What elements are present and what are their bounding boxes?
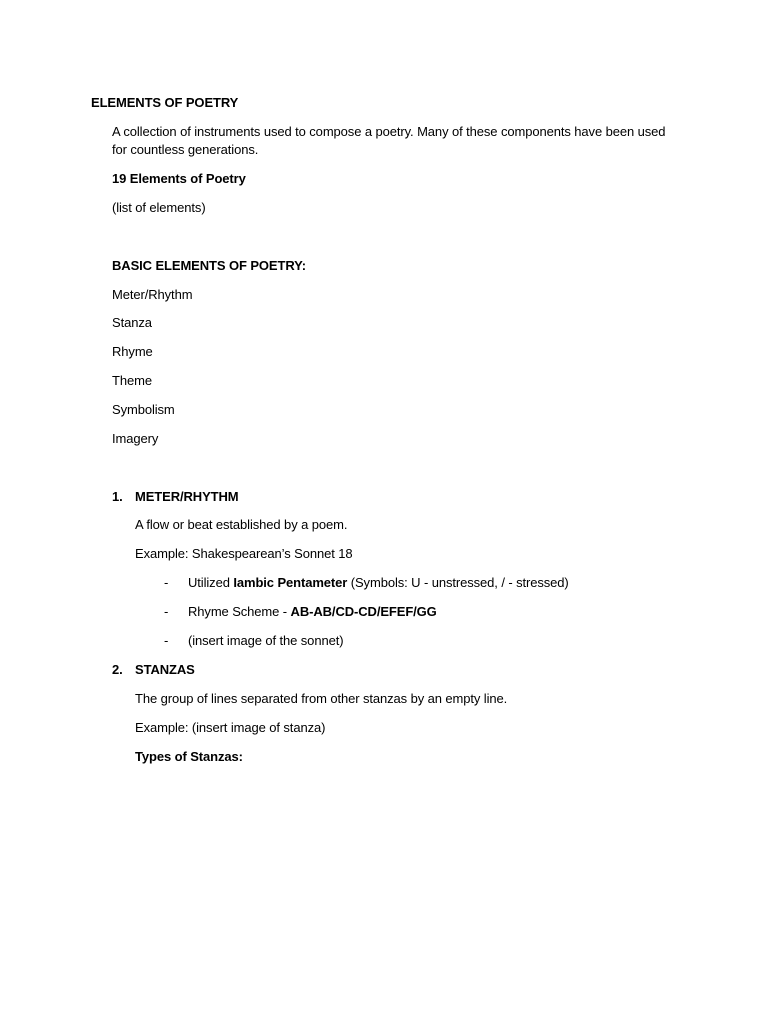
bullet-marker: - [164,604,169,619]
section-example: Example: Shakespearean’s Sonnet 18 [135,546,353,561]
section-heading-meter: METER/RHYTHM [135,489,239,504]
elements-count-heading: 19 Elements of Poetry [112,171,246,186]
bullet-item [188,632,343,650]
section-definition: The group of lines separated from other stanzas by an empty line. [135,691,508,706]
section-definition: A flow or beat established by a poem. [135,517,348,532]
document-title: ELEMENTS OF POETRY [91,95,239,110]
bullet-marker: - [164,633,169,648]
bullet-text: Rhyme Scheme - [188,604,291,619]
basic-element-item: Theme [112,373,152,388]
bullet-text: (Symbols: U - unstressed, / - stressed) [347,575,569,590]
intro-paragraph-line-2: for countless generations. [112,142,259,157]
basic-element-item: Stanza [112,315,152,330]
basic-element-item: Imagery [112,431,159,446]
basic-element-item: Meter/Rhythm [112,287,193,302]
section-subheading: Types of Stanzas: [135,749,243,764]
basic-element-item: Rhyme [112,344,153,359]
bullet-text: (insert image of the sonnet) [188,633,344,648]
basic-elements-heading: BASIC ELEMENTS OF POETRY: [112,258,306,273]
bullet-marker: - [164,575,169,590]
basic-element-item: Symbolism [112,402,175,417]
section-heading-stanzas: STANZAS [135,662,195,677]
section-number: 2. [112,662,123,677]
bullet-bold-text: Iambic Pentameter [233,575,348,590]
intro-paragraph-line-1: A collection of instruments used to compose a poetry. Many of these components have been used [112,124,666,139]
section-example: Example: (insert image of stanza) [135,720,326,735]
bullet-item [188,574,569,592]
section-number: 1. [112,489,123,504]
list-placeholder: (list of elements) [112,200,206,215]
bullet-bold-text: AB-AB/CD-CD/EFEF/GG [290,604,437,619]
bullet-text: Utilized [188,575,234,590]
bullet-item [188,603,437,621]
